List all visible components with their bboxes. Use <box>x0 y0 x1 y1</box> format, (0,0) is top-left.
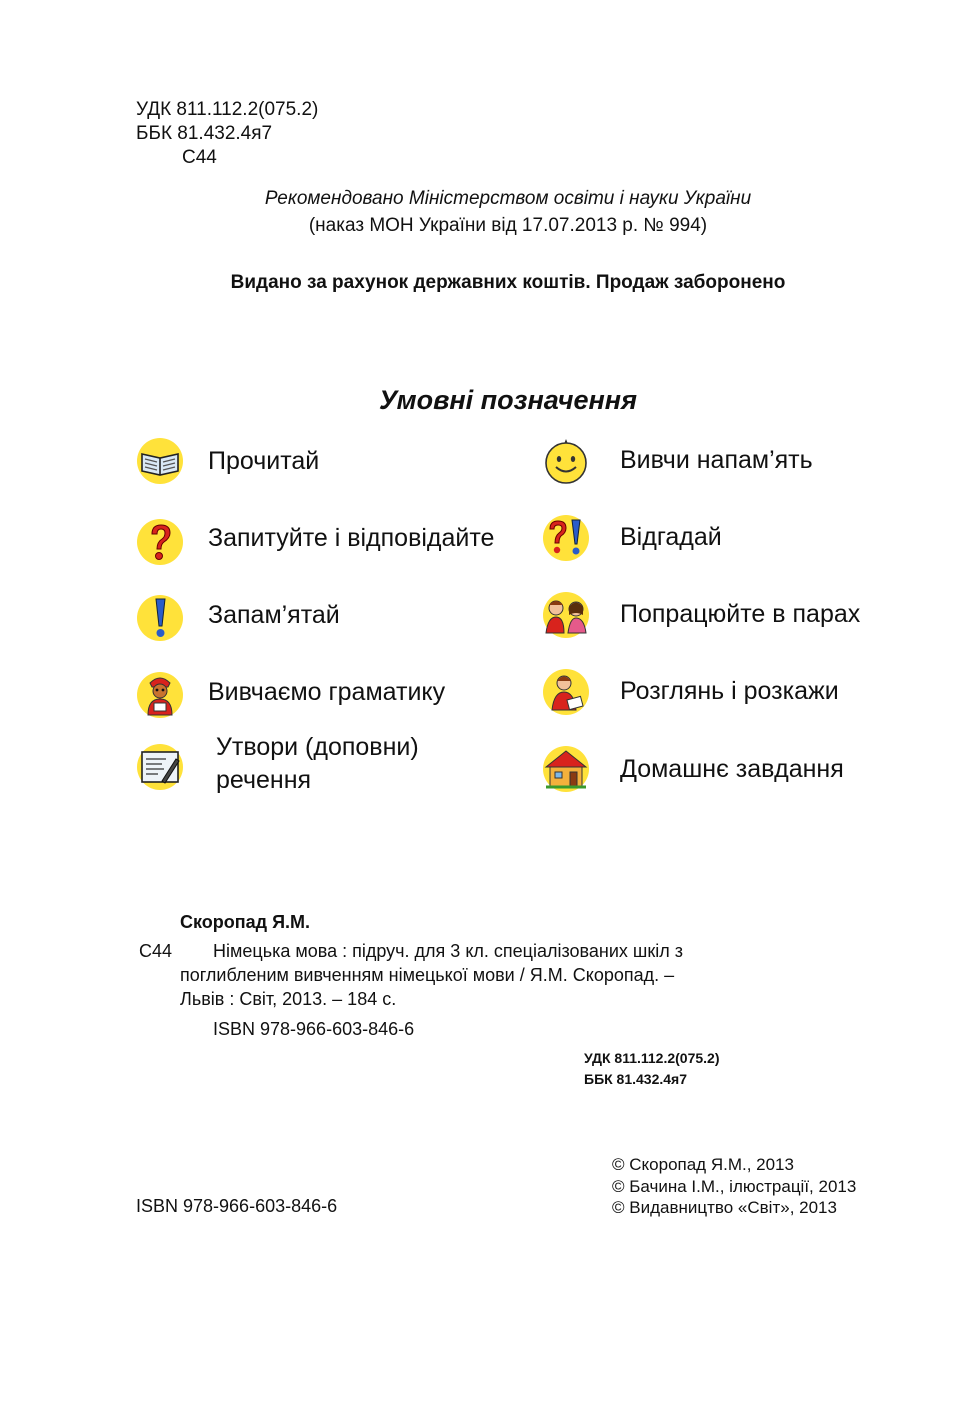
legend-label-homework: Домашнє завдання <box>620 755 844 783</box>
catalog-code: С44 <box>139 941 173 961</box>
legend-title: Умовні позначення <box>378 385 638 415</box>
pair-people-icon <box>542 591 590 639</box>
copyright-illustrator: © Бачина І.М., ілюстрації, 2013 <box>612 1177 857 1196</box>
bbk-code: ББК 81.432.4я7 <box>136 123 273 144</box>
state-funding-notice: Видано за рахунок державних коштів. Продаж заборонено <box>230 272 786 293</box>
author-mark: С44 <box>182 147 217 168</box>
legend-label-make-sentence-line1: Утвори (доповни) <box>216 733 419 761</box>
legend-label-ask-answer: Запитуйте і відповідайте <box>208 524 495 552</box>
question-mark-icon <box>136 518 184 566</box>
house-icon <box>542 745 590 793</box>
notebook-pen-icon <box>136 743 184 791</box>
legend-label-make-sentence-line2: речення <box>216 766 312 794</box>
catalog-title-line2: поглибленим вивченням німецької мови / Я.М. Скоропад. – <box>180 965 675 985</box>
legend-label-remember: Запам’ятай <box>208 601 340 629</box>
catalog-udk: УДК 811.112.2(075.2) <box>584 1050 720 1066</box>
look-tell-character-icon <box>542 668 590 716</box>
catalog-bbk: ББК 81.432.4я7 <box>584 1071 688 1087</box>
catalog-title-line1: Німецька мова : підруч. для 3 кл. спеціалізованих шкіл з <box>213 941 683 961</box>
copyright-publisher: © Видавництво «Світ», 2013 <box>612 1198 837 1217</box>
catalog-isbn: ISBN 978-966-603-846-6 <box>213 1019 415 1039</box>
footer-isbn: ISBN 978-966-603-846-6 <box>136 1196 338 1216</box>
legend-label-grammar: Вивчаємо граматику <box>208 678 446 706</box>
question-exclamation-icon <box>542 514 590 562</box>
catalog-publisher: Львів : Світ, 2013. – 184 с. <box>180 989 397 1009</box>
copyright-author: © Скоропад Я.М., 2013 <box>612 1155 794 1174</box>
udk-code: УДК 811.112.2(075.2) <box>136 99 319 120</box>
open-book-icon <box>136 437 184 485</box>
legend-label-read: Прочитай <box>208 447 320 475</box>
recommendation-line: Рекомендовано Міністерством освіти і науки України <box>264 188 752 209</box>
legend-label-look-tell: Розглянь і розкажи <box>620 677 839 705</box>
ministry-order: (наказ МОН України від 17.07.2013 р. № 994) <box>308 215 708 236</box>
grammar-character-icon <box>136 671 184 719</box>
legend-label-pair-work: Попрацюйте в парах <box>620 600 861 628</box>
exclamation-mark-icon <box>136 594 184 642</box>
legend-label-memorize: Вивчи напам’ять <box>620 446 813 474</box>
smiley-face-icon <box>542 437 590 485</box>
legend-label-guess: Відгадай <box>620 523 722 551</box>
catalog-author: Скоропад Я.М. <box>180 912 310 932</box>
